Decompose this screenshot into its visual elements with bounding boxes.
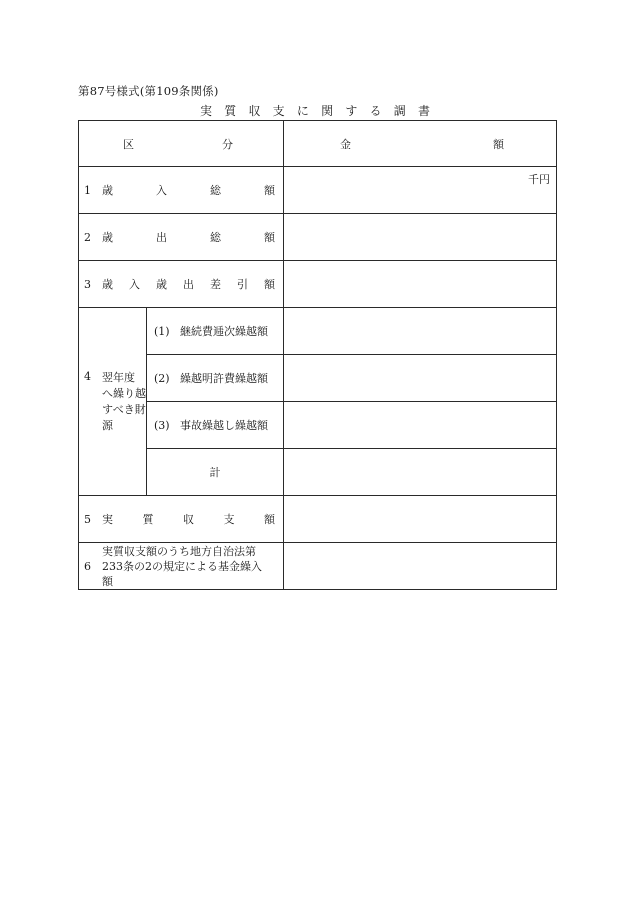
table-row [79, 449, 557, 496]
header-row [79, 121, 557, 167]
subtotal-label: 計 [147, 449, 284, 496]
table-row [79, 402, 557, 449]
title-char: 実 [200, 104, 213, 118]
amount-cell[interactable] [284, 496, 557, 543]
row-number: 5 [84, 512, 91, 526]
row-number: 3 [84, 277, 91, 291]
title-char: 支 [272, 104, 285, 118]
row-number: 6 [84, 559, 91, 573]
label-char: 総 [210, 184, 221, 197]
balance-report-table [78, 120, 557, 590]
table-row [79, 355, 557, 402]
label-char: 額 [264, 513, 275, 526]
amount-cell[interactable] [284, 214, 557, 261]
group-label-line: 源 [102, 418, 113, 432]
label-char: 額 [264, 184, 275, 197]
label-char: 歳 [102, 231, 113, 244]
header-amount [284, 121, 557, 167]
amount-cell[interactable] [284, 167, 557, 214]
row-label-line: 233条の2の規定による基金繰入 [102, 559, 262, 573]
form-number-label: 第87号様式(第109条関係) [78, 84, 219, 98]
unit-label: 千円 [528, 173, 550, 186]
row-label-total-revenue [79, 167, 284, 214]
header-char: 分 [222, 137, 233, 151]
amount-cell[interactable] [284, 449, 557, 496]
label-char: 出 [156, 231, 167, 244]
sub-row-label [147, 355, 284, 402]
label-char: 収 [183, 513, 194, 526]
row-label-balance [79, 261, 284, 308]
label-char: 歳 [102, 278, 113, 291]
label-char: 歳 [156, 278, 167, 291]
label-char: 総 [210, 231, 221, 244]
group-label-line: すべき財 [102, 402, 146, 416]
amount-cell[interactable] [284, 402, 557, 449]
header-char: 区 [123, 137, 134, 151]
label-char: 引 [237, 278, 248, 291]
sub-row-text: 事故繰越し繰越額 [180, 419, 268, 432]
title-char: 質 [224, 104, 237, 118]
amount-cell[interactable] [284, 308, 557, 355]
table-row [79, 214, 557, 261]
header-char: 額 [493, 137, 504, 151]
label-char: 額 [264, 231, 275, 244]
table-row [79, 308, 557, 355]
label-char: 歳 [102, 184, 113, 197]
row-label-total-expenditure [79, 214, 284, 261]
sub-row-text: 繰越明許費繰越額 [180, 372, 268, 385]
label-char: 入 [129, 278, 140, 291]
sub-row-label [147, 402, 284, 449]
group-label-line: へ繰り越 [102, 386, 146, 400]
title-char: す [345, 104, 358, 118]
header-char: 金 [340, 137, 351, 151]
group-label-line: 翌年度 [102, 370, 135, 384]
row-label-line: 実質収支額のうち地方自治法第 [102, 544, 256, 558]
sub-row-number: (3) [154, 419, 170, 432]
table-row [79, 261, 557, 308]
label-char: 質 [142, 513, 154, 526]
title-char: る [369, 104, 382, 118]
document-title [200, 102, 430, 119]
amount-cell[interactable] [284, 261, 557, 308]
label-char: 額 [264, 278, 275, 291]
row-number: 1 [84, 183, 91, 197]
sub-row-number: (1) [154, 325, 170, 338]
row-label-fund-transfer [79, 543, 284, 590]
row-number: 2 [84, 230, 91, 244]
title-char: 書 [417, 104, 430, 118]
table-row [79, 543, 557, 590]
sub-row-text: 継続費逓次繰越額 [180, 325, 268, 338]
amount-cell[interactable] [284, 355, 557, 402]
carryover-group-label [79, 308, 147, 496]
label-char: 差 [210, 278, 221, 291]
label-char: 実 [102, 513, 113, 526]
sub-row-number: (2) [154, 372, 170, 385]
label-char: 入 [156, 184, 167, 197]
title-char: に [296, 104, 309, 118]
table-row [79, 496, 557, 543]
row-label-line: 額 [102, 574, 113, 588]
title-char: 関 [321, 104, 334, 118]
amount-cell[interactable] [284, 543, 557, 590]
title-char: 調 [393, 104, 406, 118]
title-char: 収 [248, 104, 261, 118]
row-label-real-balance [79, 496, 284, 543]
header-category [79, 121, 284, 167]
label-char: 出 [183, 278, 194, 291]
row-number: 4 [84, 369, 91, 383]
table-row [79, 167, 557, 214]
sub-row-label [147, 308, 284, 355]
label-char: 支 [223, 513, 235, 526]
